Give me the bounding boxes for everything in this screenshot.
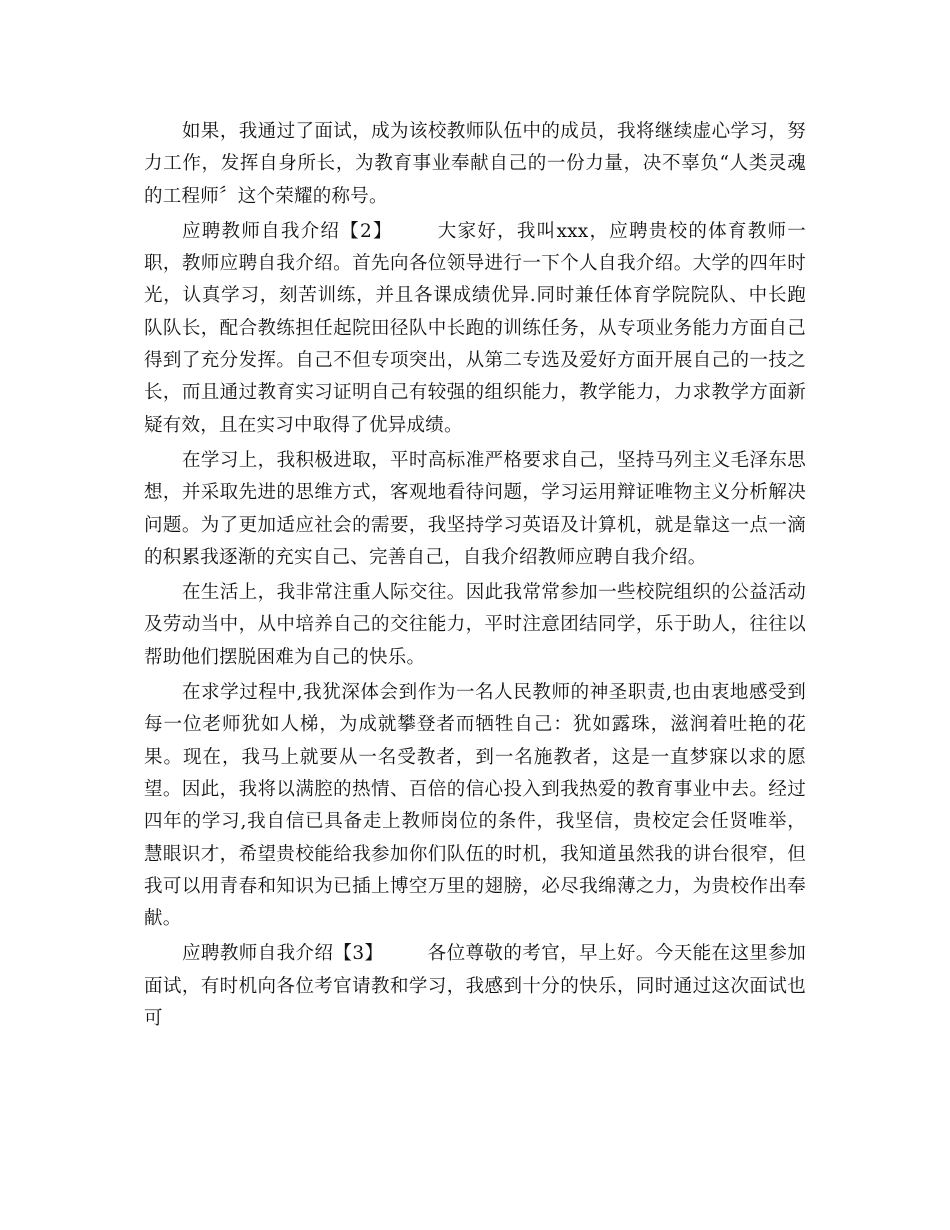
section-heading-2: 应聘教师自我介绍【2】	[182, 220, 393, 242]
paragraph-text: 在生活上，我非常注重人际交往。因此我常常参加一些校院组织的公益活动及劳动当中，从中培养自己的交往能力，平时注意团结同学，乐于助人，往往以帮助他们摆脱困难为自己的快乐。	[144, 582, 806, 668]
paragraph-text: 大家好，我叫xxx，应聘贵校的体育教师一职，教师应聘自我介绍。首先向各位领导进行一下个人自我介绍。大学的四年时光，认真学习，刻苦训练，并且各课成绩优异.同时兼任体育学院院队、中长跑队队长，配合教练担任起院田径队中长跑的训练任务，从专项业务能力方面自己得到了充分发挥。自己不但专项突出，从第二专选及爱好方面开展自己的一技之长，而且通过教育实习证明自己有较强的组织能力，教学能力，力求教学方面新疑有效，且在实习中取得了优异成绩。	[144, 220, 806, 436]
paragraph-text: 在求学过程中,我犹深体会到作为一名人民教师的神圣职责,也由衷地感受到每一位老师犹如人梯，为成就攀登者而牺牲自己：犹如露珠，滋润着吐艳的花果。现在，我马上就要从一名受教者，到一名施教者，这是一直梦寐以求的愿望。因此，我将以满腔的热情、百倍的信心投入到我热爱的教育事业中去。经过四年的学习,我自信已具备走上教师岗位的条件，我坚信，贵校定会任贤唯举，慧眼识才，希望贵校能给我参加你们队伍的时机，我知道虽然我的讲台很窄，但我可以用青春和知识为已插上博空万里的翅膀，必尽我绵薄之力，为贵校作出奉献。	[144, 682, 806, 930]
paragraph-study	[144, 445, 806, 574]
paragraph-introduction-3	[144, 938, 806, 1035]
paragraph-closing-remarks	[144, 116, 806, 213]
paragraph-text: 各位尊敬的考官，早上好。今天能在这里参加面试，有时机向各位考官请教和学习，我感到十分的快乐，同时通过这次面试也可	[144, 943, 806, 1030]
paragraph-text: 在学习上，我积极进取，平时高标准严格要求自己，坚持马列主义毛泽东思想，并采取先进的思维方式，客观地看待问题，学习运用辩证唯物主义分析解决问题。为了更加适应社会的需要，我坚持学习英语及计算机，就是靠这一点一滴的积累我逐渐的充实自己、完善自己，自我介绍教师应聘自我介绍。	[144, 449, 806, 568]
paragraph-learning-process	[144, 677, 806, 935]
paragraph-text: 如果，我通过了面试，成为该校教师队伍中的成员，我将继续虚心学习，努力工作，发挥自身所长，为教育事业奉献自己的一份力量，决不辜负“人类灵魂的工程师〞这个荣耀的称号。	[144, 121, 806, 207]
paragraph-life	[144, 577, 806, 674]
paragraph-introduction-2	[144, 216, 806, 442]
section-heading-3: 应聘教师自我介绍【3】	[182, 943, 384, 965]
document-body	[144, 116, 806, 1038]
